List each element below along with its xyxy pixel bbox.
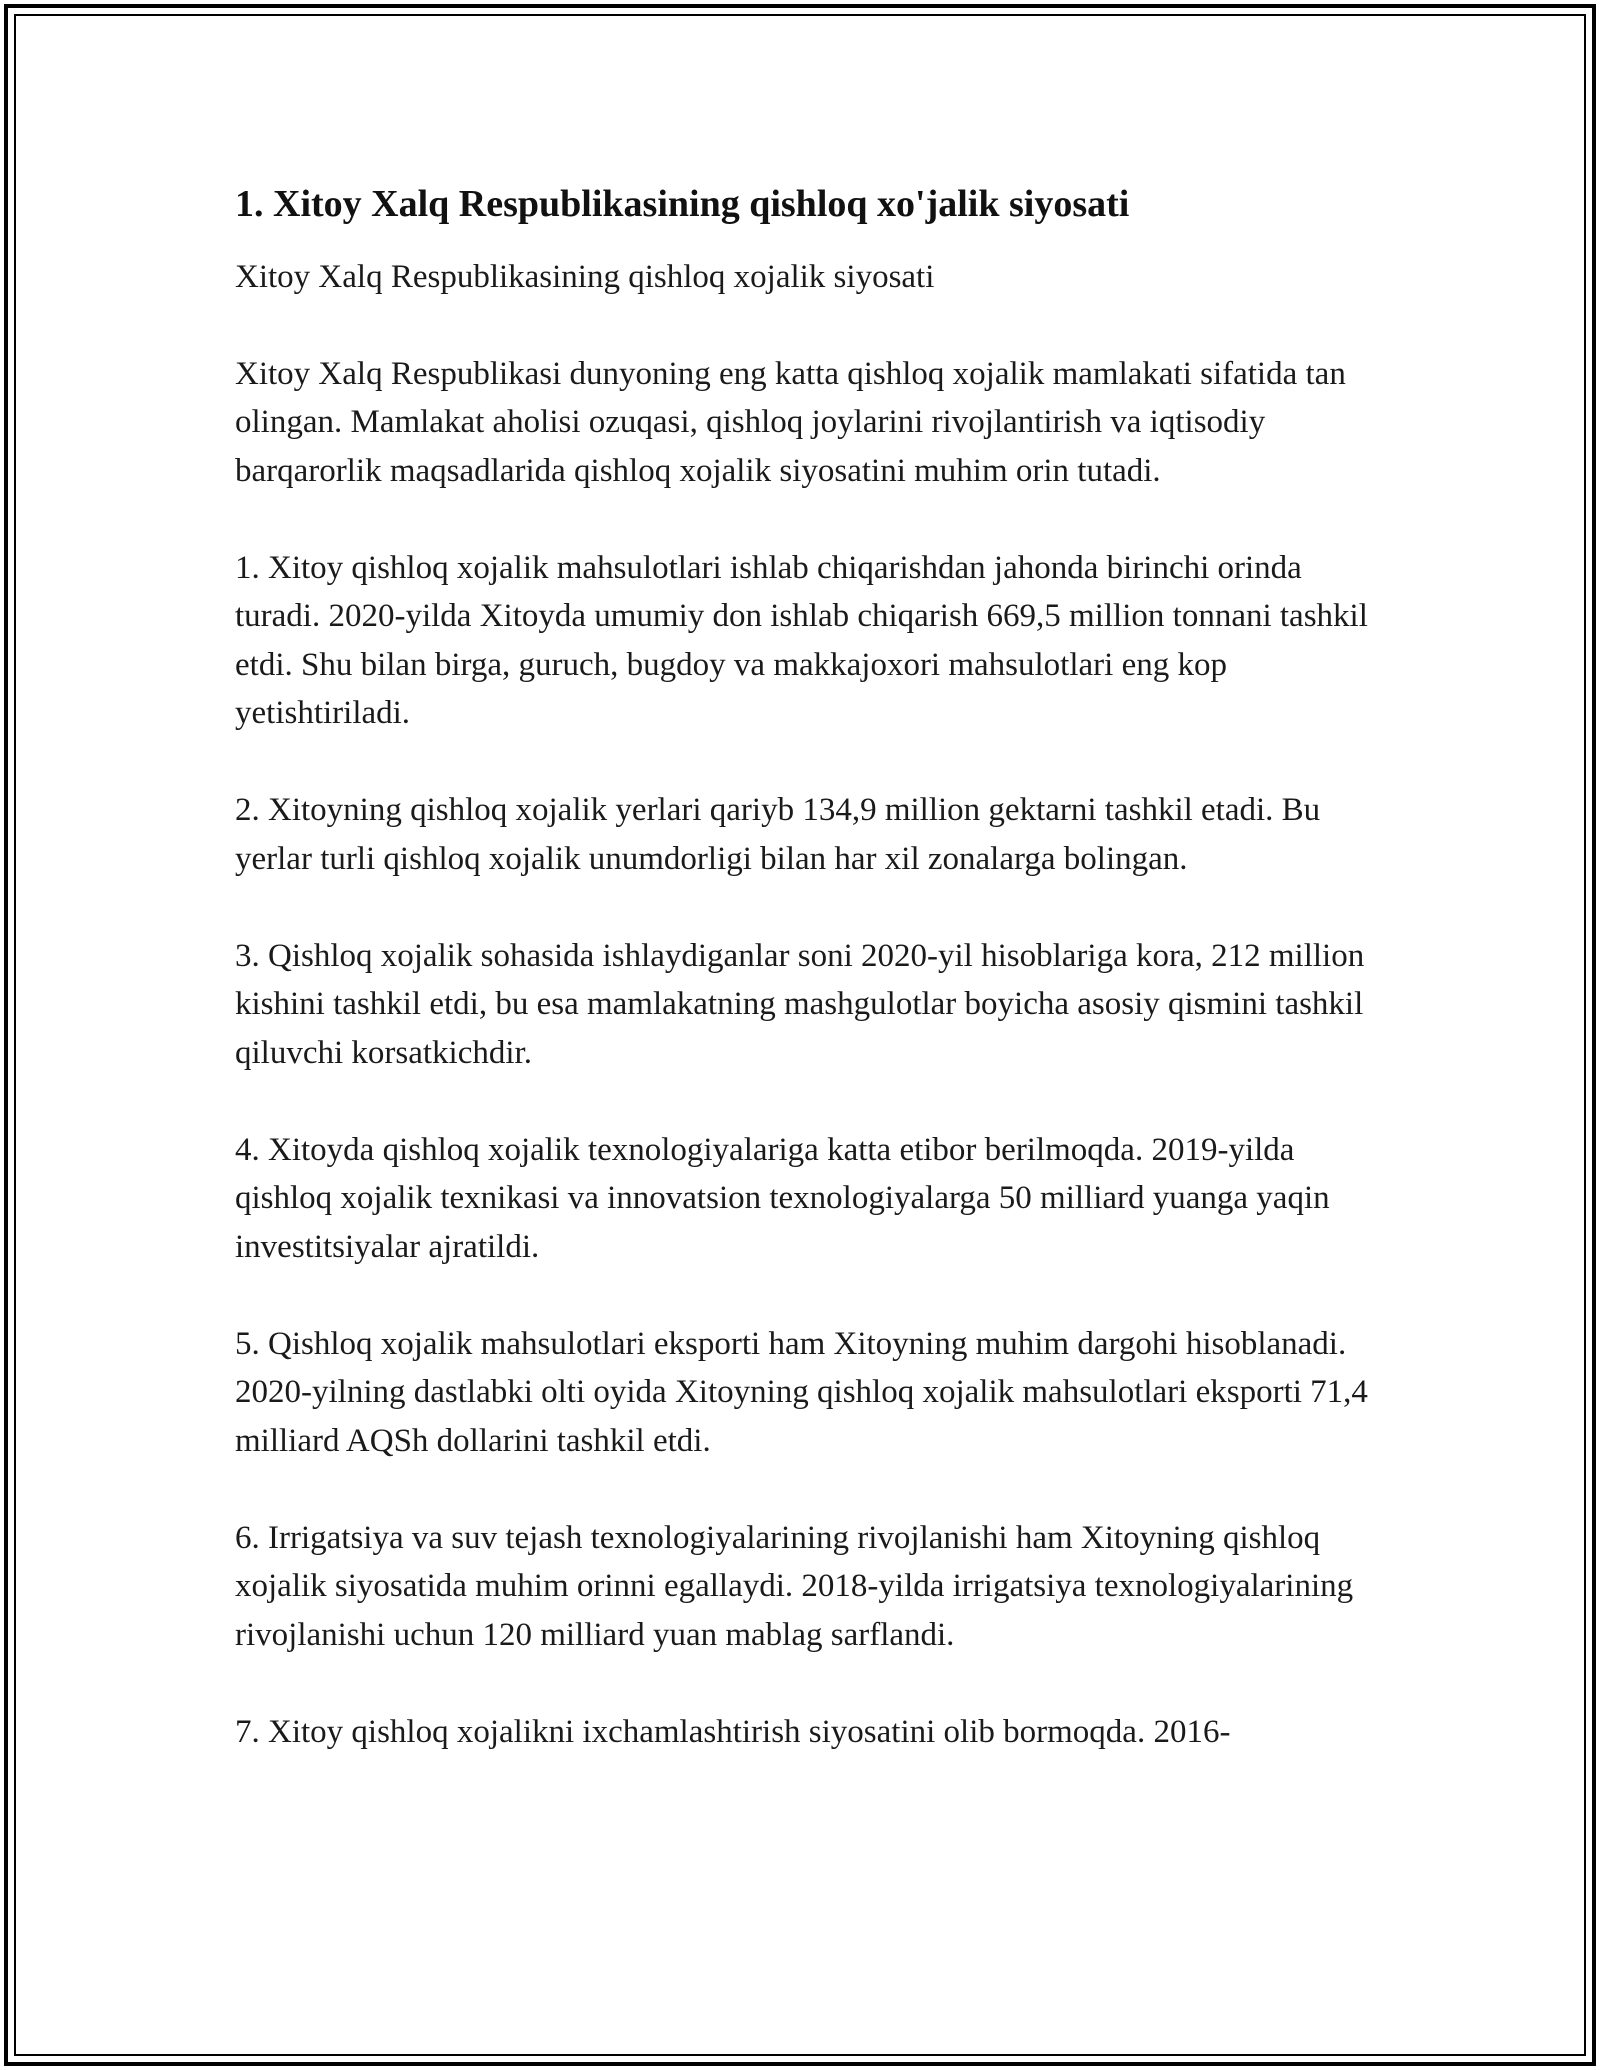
paragraph-item-2: 2. Xitoyning qishloq xojalik yerlari qariyb 134,9 million gektarni tashkil etadi. Bu yerlar turli qishloq xojalik unumdorligi bilan har xil zonalarga bolingan. [235, 792, 1321, 877]
document-body [235, 180, 1370, 1805]
paragraph-item-3: 3. Qishloq xojalik sohasida ishlaydiganlar soni 2020-yil hisoblariga kora, 212 million kishini tashkil etdi, bu esa mamlakatning mashgulotlar boyicha asosiy qismini tashkil qiluvchi korsatkichdir. [235, 937, 1365, 1071]
paragraph-item-4: 4. Xitoyda qishloq xojalik texnologiyalariga katta etibor berilmoqda. 2019-yilda qishloq xojalik texnikasi va innovatsion texnologiyalarga 50 milliard yuanga yaqin investitsiyalar ajratildi. [235, 1131, 1330, 1265]
intro-paragraph: Xitoy Xalq Respublikasi dunyoning eng katta qishloq xojalik mamlakati sifatida tan olingan. Mamlakat aholisi ozuqasi, qishloq joylarini rivojlantirish va iqtisodiy barqarorlik maqsadlarida qishloq xojalik siyosatini muhim orin tutadi. [235, 355, 1346, 489]
paragraph-item-5: 5. Qishloq xojalik mahsulotlari eksporti ham Xitoyning muhim dargohi hisoblanadi. 2020-yilning dastlabki olti oyida Xitoyning qishloq xojalik mahsulotlari eksporti 71,4 milliard AQSh dollarini tashkil etdi. [235, 1325, 1368, 1459]
paragraph-item-7: 7. Xitoy qishloq xojalikni ixchamlashtirish siyosatini olib bormoqda. 2016- [235, 1713, 1231, 1750]
document-subtitle: Xitoy Xalq Respublikasining qishloq xojalik siyosati [235, 259, 935, 296]
paragraph-item-6: 6. Irrigatsiya va suv tejash texnologiyalarining rivojlanishi ham Xitoyning qishloq xojalik siyosatida muhim orinni egallaydi. 2018-yilda irrigatsiya texnologiyalarining rivojlanishi uchun 120 milliard yuan mablag sarflandi. [235, 1519, 1354, 1653]
paragraph-item-1: 1. Xitoy qishloq xojalik mahsulotlari ishlab chiqarishdan jahonda birinchi orinda turadi. 2020-yilda Xitoyda umumiy don ishlab chiqarish 669,5 million tonnani tashkil etdi. Shu bilan birga, guruch, bugdoy va makkajoxori mahsulotlari eng kop yetishtiriladi. [235, 549, 1368, 732]
document-title: 1. Xitoy Xalq Respublikasining qishloq xo'jalik siyosati [235, 183, 1130, 225]
